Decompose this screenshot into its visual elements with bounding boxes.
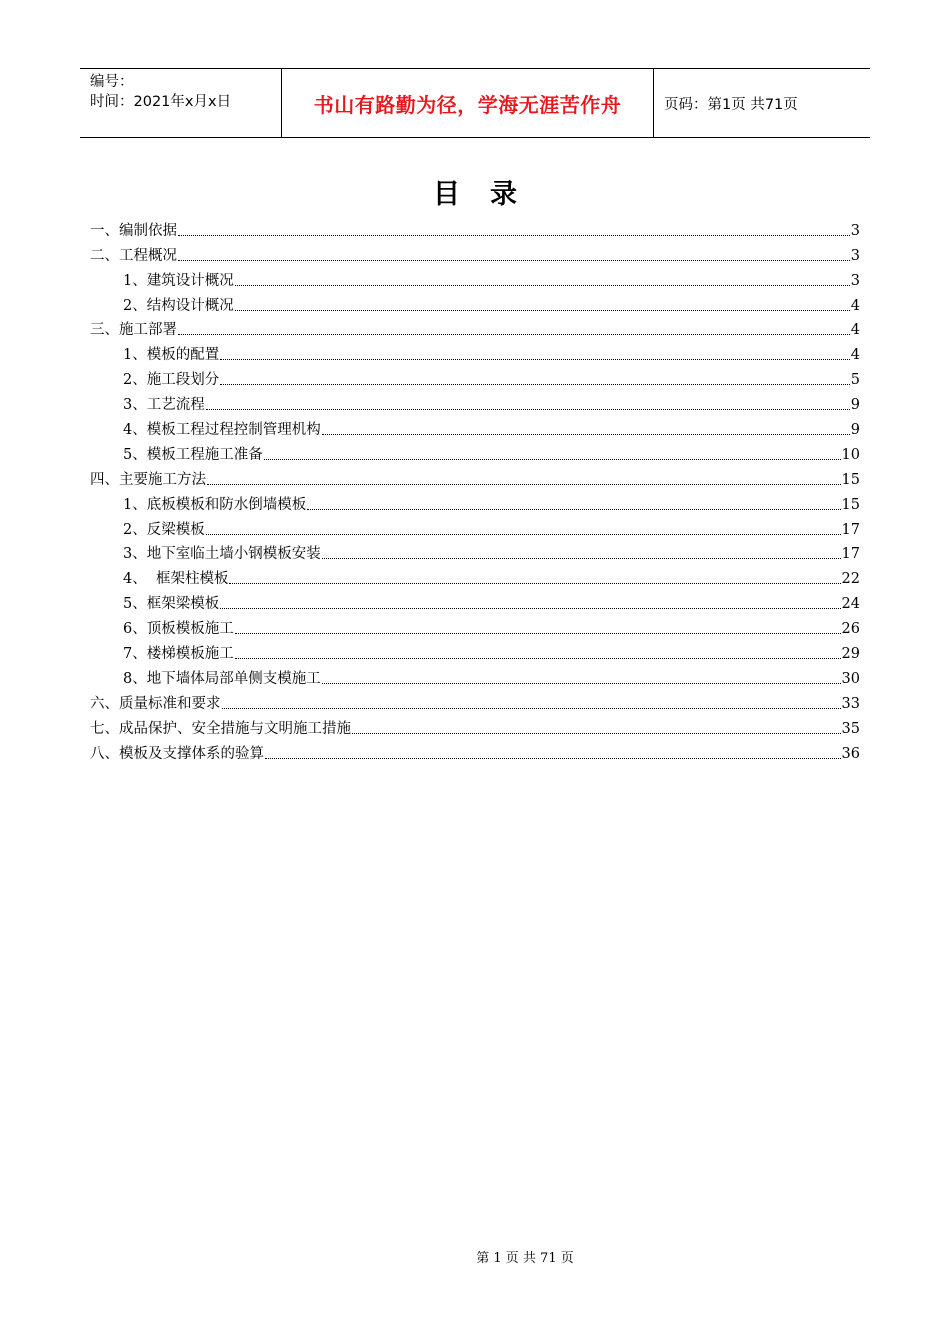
toc-entry-page: 15 — [841, 496, 860, 513]
toc-leader-dots — [222, 707, 841, 709]
toc-entry-page: 10 — [841, 446, 860, 463]
toc-leader-dots — [235, 284, 850, 286]
toc-entry-text: 4、 框架柱模板 — [123, 571, 229, 588]
toc-leader-dots — [220, 383, 850, 385]
toc-entry[interactable] — [90, 714, 860, 739]
toc-entry-page: 9 — [850, 422, 860, 439]
toc-entry-page: 4 — [850, 322, 860, 339]
page-footer: 第 1 页 共 71 页 — [476, 1251, 574, 1266]
toc-leader-dots — [235, 309, 850, 311]
toc-entry[interactable] — [90, 390, 860, 415]
toc-leader-dots — [235, 657, 841, 659]
toc-entry-page: 9 — [850, 397, 860, 414]
toc-entry-text: 四、主要施工方法 — [90, 471, 206, 488]
toc-entry[interactable] — [90, 365, 860, 390]
toc-leader-dots — [229, 582, 840, 584]
toc-leader-dots — [178, 333, 850, 335]
toc-entry-page: 17 — [841, 521, 860, 538]
toc-leader-dots — [307, 508, 840, 510]
toc-entry-text: 5、框架梁模板 — [123, 596, 220, 613]
toc-entry[interactable] — [90, 291, 860, 316]
toc-entry-text: 3、地下室临土墙小钢模板安装 — [123, 546, 321, 563]
document-number-label: 编号： — [90, 74, 134, 90]
toc-entry-text: 5、模板工程施工准备 — [123, 446, 263, 463]
toc-leader-dots — [265, 757, 841, 759]
toc-entry[interactable] — [90, 614, 860, 639]
toc-entry-text: 七、成品保护、安全措施与文明施工措施 — [90, 720, 351, 737]
toc-leader-dots — [352, 732, 841, 734]
toc-entry-text: 4、模板工程过程控制管理机构 — [123, 422, 321, 439]
toc-entry-page: 15 — [841, 471, 860, 488]
toc-entry[interactable] — [90, 440, 860, 465]
toc-entry[interactable] — [90, 241, 860, 266]
toc-entry[interactable] — [90, 340, 860, 365]
header-motto: 书山有路勤为径，学海无涯苦作舟 — [313, 92, 622, 117]
document-time-label: 时间：2021年x月x日 — [90, 94, 232, 110]
toc-entry-page: 3 — [850, 222, 860, 239]
toc-leader-dots — [178, 259, 850, 261]
toc-leader-dots — [178, 234, 850, 236]
toc-entry-page: 30 — [841, 670, 860, 687]
header-right-cell — [654, 69, 870, 137]
toc-entry[interactable] — [90, 515, 860, 540]
toc-entry[interactable] — [90, 589, 860, 614]
toc-entry-page: 33 — [841, 695, 860, 712]
table-of-contents — [90, 216, 860, 764]
toc-entry-text: 7、楼梯模板施工 — [123, 646, 234, 663]
toc-leader-dots — [207, 483, 841, 485]
header-middle-cell — [281, 69, 654, 137]
toc-entry[interactable] — [90, 216, 860, 241]
toc-entry-page: 35 — [841, 720, 860, 737]
toc-entry-text: 6、顶板模板施工 — [123, 621, 234, 638]
toc-entry-page: 4 — [850, 347, 860, 364]
toc-entry-page: 4 — [850, 297, 860, 314]
toc-leader-dots — [220, 607, 840, 609]
toc-leader-dots — [322, 682, 841, 684]
toc-entry-text: 2、反梁模板 — [123, 521, 205, 538]
toc-entry[interactable] — [90, 689, 860, 714]
toc-entry-page: 26 — [841, 621, 860, 638]
toc-title: 目录 — [433, 179, 547, 210]
toc-leader-dots — [322, 433, 850, 435]
toc-entry[interactable] — [90, 664, 860, 689]
toc-entry-text: 二、工程概况 — [90, 247, 177, 264]
toc-entry-text: 3、工艺流程 — [123, 397, 205, 414]
toc-entry-text: 一、编制依据 — [90, 222, 177, 239]
toc-entry-text: 1、建筑设计概况 — [123, 272, 234, 289]
toc-entry[interactable] — [90, 564, 860, 589]
toc-entry[interactable] — [90, 490, 860, 515]
toc-leader-dots — [322, 557, 841, 559]
toc-entry[interactable] — [90, 266, 860, 291]
toc-entry-page: 17 — [841, 546, 860, 563]
toc-entry-page: 36 — [841, 745, 860, 762]
toc-entry-page: 24 — [841, 596, 860, 613]
toc-entry-text: 八、模板及支撑体系的验算 — [90, 745, 264, 762]
toc-entry-page: 5 — [850, 372, 860, 389]
toc-entry[interactable] — [90, 465, 860, 490]
header-left-cell — [80, 69, 281, 137]
toc-leader-dots — [206, 533, 841, 535]
toc-entry[interactable] — [90, 540, 860, 565]
toc-leader-dots — [206, 408, 850, 410]
toc-entry[interactable] — [90, 639, 860, 664]
toc-entry-page: 3 — [850, 247, 860, 264]
header-page-info: 页码：第1页 共71页 — [664, 96, 798, 113]
toc-entry[interactable] — [90, 415, 860, 440]
toc-entry-page: 22 — [841, 571, 860, 588]
toc-entry-text: 8、地下墙体局部单侧支模施工 — [123, 670, 321, 687]
toc-entry-text: 1、底板模板和防水倒墙模板 — [123, 496, 307, 513]
toc-entry-text: 1、模板的配置 — [123, 347, 220, 364]
toc-leader-dots — [220, 358, 850, 360]
toc-entry-page: 29 — [841, 646, 860, 663]
toc-leader-dots — [264, 458, 841, 460]
toc-entry-text: 六、质量标准和要求 — [90, 695, 221, 712]
toc-leader-dots — [235, 632, 841, 634]
toc-entry-page: 3 — [850, 272, 860, 289]
toc-entry[interactable] — [90, 316, 860, 341]
toc-entry-text: 2、结构设计概况 — [123, 297, 234, 314]
toc-entry-text: 2、施工段划分 — [123, 372, 220, 389]
toc-entry-text: 三、施工部署 — [90, 322, 177, 339]
toc-entry[interactable] — [90, 739, 860, 764]
page-header — [80, 68, 870, 138]
